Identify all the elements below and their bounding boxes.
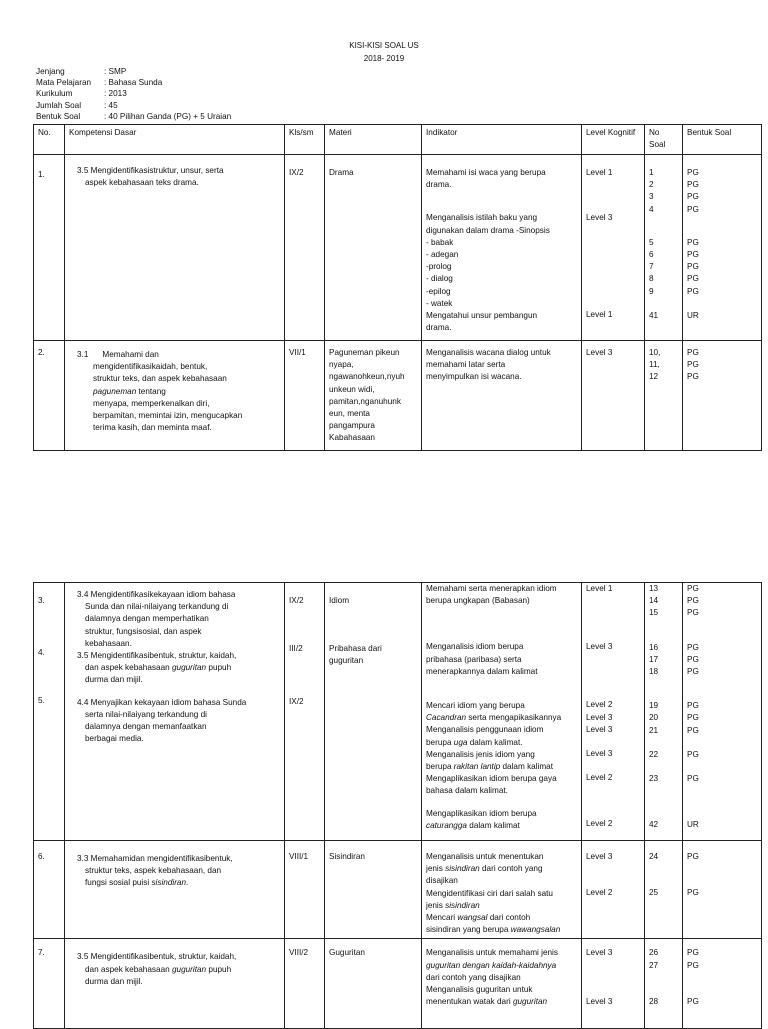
indikator-line: - dialog	[426, 274, 453, 284]
table-row	[34, 341, 762, 451]
no-soal: 25	[649, 888, 659, 898]
bentuk-soal: PG	[687, 654, 699, 664]
row-materi: Guguritan	[329, 948, 365, 958]
document-meta	[36, 66, 231, 122]
indikator-line: Menganalisis idiom berupa	[426, 642, 524, 652]
indikator-line: -prolog	[426, 262, 452, 272]
indikator-line: Menganalisis penggunaan idiom	[426, 725, 544, 735]
materi-line: guguritan	[329, 656, 364, 666]
meta-value: : SMP	[104, 67, 127, 76]
kd-line: dan aspek kebahasaan	[85, 663, 170, 673]
bentuk-soal: PG	[687, 584, 699, 593]
row-kls: IX/2	[289, 697, 304, 707]
kd-line: tentang	[136, 386, 166, 396]
no-soal: 26	[649, 948, 659, 958]
materi-line: eun, menta	[329, 409, 370, 419]
row-no: 5.	[38, 696, 45, 706]
indikator-italic: rakitan lantip	[453, 762, 501, 772]
bentuk-soal: PG	[687, 725, 699, 735]
kd-line: 3.3 Memahamidan mengidentifikasibentuk,	[77, 854, 233, 863]
row-kls: IX/2	[289, 168, 304, 177]
meta-row	[36, 66, 231, 77]
indikator-line: dari contoh yang	[479, 864, 543, 874]
indikator-line: Menganalisis jenis idiom yang	[426, 749, 535, 759]
no-soal: 13	[649, 584, 659, 593]
indikator-line: berupa	[426, 762, 454, 772]
no-soal: 24	[649, 852, 659, 861]
row-kls: VIII/2	[289, 948, 309, 958]
kisi-table-page-2	[33, 582, 762, 1029]
indikator-italic: wangsal	[457, 913, 488, 923]
indikator-line: Mengidentifikasi ciri dari salah satu	[426, 888, 553, 898]
table-row	[34, 155, 762, 341]
no-soal: 12	[649, 372, 659, 382]
bentuk-soal: PG	[687, 250, 699, 260]
no-soal: 16	[649, 642, 659, 652]
bentuk-soal: PG	[687, 596, 699, 606]
level-cell: Level 3	[586, 348, 613, 357]
kd-line: mengidentifikasikaidah, bentuk,	[93, 362, 208, 372]
bentuk-soal: PG	[687, 888, 699, 898]
indikator-line: digunakan dalam drama -Sinopsis	[426, 225, 550, 235]
bentuk-soal: PG	[687, 642, 699, 652]
indikator-line: menentukan watak dari	[426, 997, 513, 1007]
header-indikator: Indikator	[422, 125, 582, 155]
indikator-line: pribahasa (paribasa) serta	[426, 654, 522, 664]
table-header-row	[34, 125, 762, 155]
table-row	[34, 841, 762, 939]
kd-line: aspek kebahasaan teks drama.	[85, 178, 199, 188]
indikator-italic: guguritan dengan kaidah-kaidahnya	[426, 960, 557, 970]
indikator-line: dalam kalimat	[500, 762, 554, 772]
bentuk-soal: PG	[687, 701, 699, 711]
kd-line: Memahami dan	[102, 350, 159, 359]
no-soal: 4	[649, 204, 654, 214]
row-no: 4.	[38, 648, 45, 658]
indikator-line: jenis	[426, 900, 446, 910]
bentuk-soal: PG	[687, 960, 699, 970]
indikator-line: Menganalisis untuk menentukan	[426, 852, 544, 861]
indikator-line: drama.	[426, 180, 452, 190]
kd-line: berpamitan, memintai izin, mengucapkan	[93, 411, 243, 421]
bentuk-soal: UR	[687, 310, 699, 320]
header-materi: Materi	[325, 125, 422, 155]
no-soal: 10,	[649, 348, 661, 357]
level-cell: Level 1	[586, 168, 613, 177]
no-soal: 5	[649, 237, 654, 247]
bentuk-soal: PG	[687, 948, 699, 958]
indikator-line: Mencari idiom yang berupa	[426, 701, 525, 711]
indikator-line: menerapkannya dalam kalimat	[426, 666, 538, 676]
materi-line: Pribahasa dari	[329, 644, 382, 654]
bentuk-soal: PG	[687, 274, 699, 284]
meta-value: : 2013	[104, 89, 127, 99]
indikator-italic: uga	[453, 737, 468, 747]
level-cell: Level 1	[586, 310, 613, 320]
indikator-line: disajikan	[426, 876, 458, 886]
no-soal: 11,	[649, 360, 660, 370]
row-kls: III/2	[289, 644, 303, 654]
kd-line: menyapa, memperkenalkan diri,	[93, 398, 210, 408]
meta-row	[36, 88, 231, 99]
indikator-italic: sisindiran	[445, 864, 480, 874]
no-soal: 28	[649, 996, 659, 1006]
indikator-line: Menganalisis untuk memahami jenis	[426, 948, 558, 958]
indikator-italic: guguritan	[512, 997, 548, 1007]
bentuk-soal: PG	[687, 713, 699, 723]
indikator-line: drama.	[426, 323, 452, 333]
kd-italic: sisindiran	[151, 878, 187, 888]
kd-line: Sunda dan nilai-nilaiyang terkandung di	[85, 602, 229, 612]
meta-row	[36, 77, 231, 88]
level-cell: Level 3	[586, 213, 613, 223]
kd-line: 4.4 Menyajikan kekayaan idiom bahasa Sunda	[77, 697, 247, 707]
row-no: 7.	[38, 948, 45, 958]
kd-line: kebahasaan.	[85, 638, 132, 648]
indikator-line: serta mengapikasikannya	[466, 713, 562, 723]
no-soal: 27	[649, 960, 659, 970]
indikator-line: Memahami isi waca yang berupa	[426, 168, 546, 177]
no-soal: 3	[649, 192, 654, 202]
level-cell: Level 2	[586, 773, 613, 783]
kd-line: dalamnya dengan memperhatikan	[85, 614, 209, 624]
materi-line: unkeun widi,	[329, 384, 375, 394]
no-soal: 1	[649, 168, 654, 177]
table-row	[34, 939, 762, 1029]
indikator-italic: sisindiran	[445, 900, 480, 910]
bentuk-soal: PG	[687, 852, 699, 861]
level-cell: Level 3	[586, 642, 613, 652]
no-soal: 2	[649, 180, 654, 190]
no-soal: 14	[649, 596, 659, 606]
indikator-line: - babak	[426, 237, 454, 247]
indikator-italic: wawangsalan	[510, 925, 561, 935]
indikator-line: dalam kalimat	[466, 820, 520, 830]
indikator-line: bahasa dalam kalimat.	[426, 786, 508, 796]
meta-key: Jumlah Soal	[36, 100, 82, 110]
no-soal: 20	[649, 713, 659, 723]
row-no: 6.	[38, 852, 45, 861]
kd-line: durma dan mijil.	[85, 976, 143, 986]
indikator-line: dari contoh yang disajikan	[426, 972, 521, 982]
meta-key: Jenjang	[36, 67, 65, 76]
kd-line: dalamnya dengan memanfaatkan	[85, 722, 207, 732]
indikator-line: - adegan	[426, 250, 459, 260]
indikator-line: Mengatahui unsur pembangun	[426, 311, 538, 321]
no-soal: 8	[649, 274, 654, 284]
bentuk-soal: PG	[687, 749, 699, 759]
kd-line: 3.5 Mengidentifikasibentuk, struktur, kaidah,	[77, 952, 237, 962]
bentuk-soal: PG	[687, 360, 699, 370]
level-cell: Level 3	[586, 712, 613, 722]
kd-line: struktur teks, aspek kebahasaan, dan	[85, 866, 222, 876]
bentuk-soal: PG	[687, 204, 699, 214]
meta-value: : Bahasa Sunda	[104, 78, 163, 88]
kd-line: 3.5 Mengidentifikasibentuk, struktur, kaidah,	[77, 651, 237, 661]
bentuk-soal: PG	[687, 996, 699, 1006]
kd-italic: guguritan	[171, 964, 207, 974]
meta-key: Mata Pelajaran	[36, 78, 92, 88]
table-row	[34, 583, 762, 841]
bentuk-soal: PG	[687, 348, 699, 357]
no-soal: 22	[649, 749, 659, 759]
row-kls: VIII/1	[289, 852, 309, 861]
no-soal: 41	[649, 310, 659, 320]
indikator-line: -epilog	[426, 286, 451, 296]
document-title: KISI-KISI SOAL US	[349, 41, 419, 50]
kd-line: pupuh	[206, 663, 232, 673]
materi-line: nyapa,	[329, 360, 354, 370]
kd-line: struktur, fungsisosial, dan aspek	[85, 626, 202, 636]
kd-line: serta nilai-nilaiyang terkandung di	[85, 709, 207, 719]
level-cell: Level 2	[586, 700, 613, 710]
row-no: 3.	[38, 596, 45, 605]
row-no: 1.	[38, 170, 45, 179]
bentuk-soal: PG	[687, 774, 699, 784]
meta-value: : 45	[104, 100, 118, 110]
kd-line: dan aspek kebahasaan	[85, 964, 170, 974]
bentuk-soal: UR	[687, 820, 699, 830]
kd-line: .	[186, 878, 189, 888]
materi-line: pangampura	[329, 421, 375, 431]
indikator-line: sisindiran yang berupa	[426, 925, 511, 935]
indikator-line: jenis	[426, 864, 446, 874]
bentuk-soal: PG	[687, 180, 699, 190]
indikator-line: berupa	[426, 737, 454, 747]
header-kompetensi: Kompetensi Dasar	[65, 125, 285, 155]
kd-line: 3.5 Mengidentifikasistruktur, unsur, serta	[77, 166, 224, 175]
row-no: 2.	[38, 348, 45, 357]
kd-line: pupuh	[206, 964, 232, 974]
indikator-line: Mengaplikasikan idiom berupa	[426, 808, 537, 818]
bentuk-soal: PG	[687, 372, 699, 382]
no-soal: 19	[649, 701, 659, 711]
meta-key: Bentuk Soal	[36, 111, 81, 121]
materi-line: pamitan,nganuhunk	[329, 396, 401, 406]
level-cell: Level 3	[586, 996, 613, 1006]
level-cell: Level 3	[586, 749, 613, 759]
indikator-italic: Cacandran	[426, 713, 467, 723]
bentuk-soal: PG	[687, 286, 699, 296]
no-soal: 6	[649, 250, 654, 260]
bentuk-soal: PG	[687, 168, 699, 177]
header-no: No.	[34, 125, 65, 155]
no-soal: 21	[649, 725, 659, 735]
header-no-soal: No Soal	[645, 125, 683, 155]
indikator-line: Menganalisis istilah baku yang	[426, 213, 538, 223]
no-soal: 42	[649, 820, 659, 830]
indikator-line: - watek	[426, 298, 453, 308]
header-level: Level Kognitif	[582, 125, 645, 155]
level-cell: Level 2	[586, 819, 613, 829]
indikator-line: Mengaplikasikan idiom berupa gaya	[426, 774, 557, 784]
no-soal: 15	[649, 608, 659, 618]
level-cell: Level 3	[586, 724, 613, 734]
no-soal: 18	[649, 667, 659, 677]
meta-row	[36, 100, 231, 111]
indikator-line: Memahami serta menerapkan idiom	[426, 584, 557, 593]
bentuk-soal: PG	[687, 237, 699, 247]
bentuk-soal: PG	[687, 667, 699, 677]
kd-line: durma dan mijil.	[85, 675, 143, 685]
row-materi: Sisindiran	[329, 852, 365, 861]
indikator-line: Menganalisis guguritan untuk	[426, 985, 533, 995]
kd-number: 3.1	[77, 350, 89, 359]
kd-line: fungsi sosial puisi	[85, 878, 152, 888]
meta-key: Kurikulum	[36, 89, 73, 99]
indikator-line: menyimpulkan isi wacana.	[426, 372, 522, 382]
row-materi: Drama	[329, 168, 354, 177]
indikator-line: Menganalisis wacana dialog untuk	[426, 348, 551, 357]
bentuk-soal: PG	[687, 608, 699, 618]
indikator-line: dalam kalimat.	[467, 737, 523, 747]
bentuk-soal: PG	[687, 192, 699, 202]
level-cell: Level 2	[586, 888, 613, 898]
row-kls: IX/2	[289, 596, 304, 605]
no-soal: 7	[649, 262, 654, 272]
kd-line: 3.4 Mengidentifikasikekayaan idiom bahasa	[77, 590, 236, 599]
meta-value: : 40 Pilihan Ganda (PG) + 5 Uraian	[104, 111, 232, 121]
header-kls: Kls/sm	[285, 125, 325, 155]
no-soal: 17	[649, 654, 659, 664]
indikator-line: memahami latar serta	[426, 360, 506, 370]
kd-italic: paguneman	[93, 386, 137, 396]
indikator-line: Mencari	[426, 913, 458, 923]
materi-line: Paguneman pikeun	[329, 348, 400, 357]
no-soal: 23	[649, 774, 659, 784]
materi-line: Kabahasaan	[329, 433, 375, 443]
kisi-table-page-1	[33, 124, 762, 451]
kd-line: struktur teks, dan aspek kebahasaan	[93, 374, 227, 384]
kd-italic: guguritan	[171, 663, 207, 673]
kd-line: berbagai media.	[85, 734, 144, 744]
header-bentuk: Bentuk Soal	[683, 125, 762, 155]
indikator-line: berupa ungkapan (Babasan)	[426, 596, 530, 606]
no-soal: 9	[649, 286, 654, 296]
indikator-line: dari contoh	[487, 913, 531, 923]
bentuk-soal: PG	[687, 262, 699, 272]
level-cell: Level 3	[586, 948, 613, 958]
row-kls: VII/1	[289, 348, 306, 357]
row-materi: Idiom	[329, 596, 350, 605]
level-cell: Level 1	[586, 584, 613, 593]
document-year: 2018- 2019	[363, 54, 405, 63]
meta-row	[36, 111, 231, 122]
indikator-italic: caturangga	[426, 820, 467, 830]
materi-line: ngawanohkeun,nyuh	[329, 372, 405, 382]
kd-line: terima kasih, dan meminta maaf.	[93, 423, 212, 433]
level-cell: Level 3	[586, 852, 613, 861]
